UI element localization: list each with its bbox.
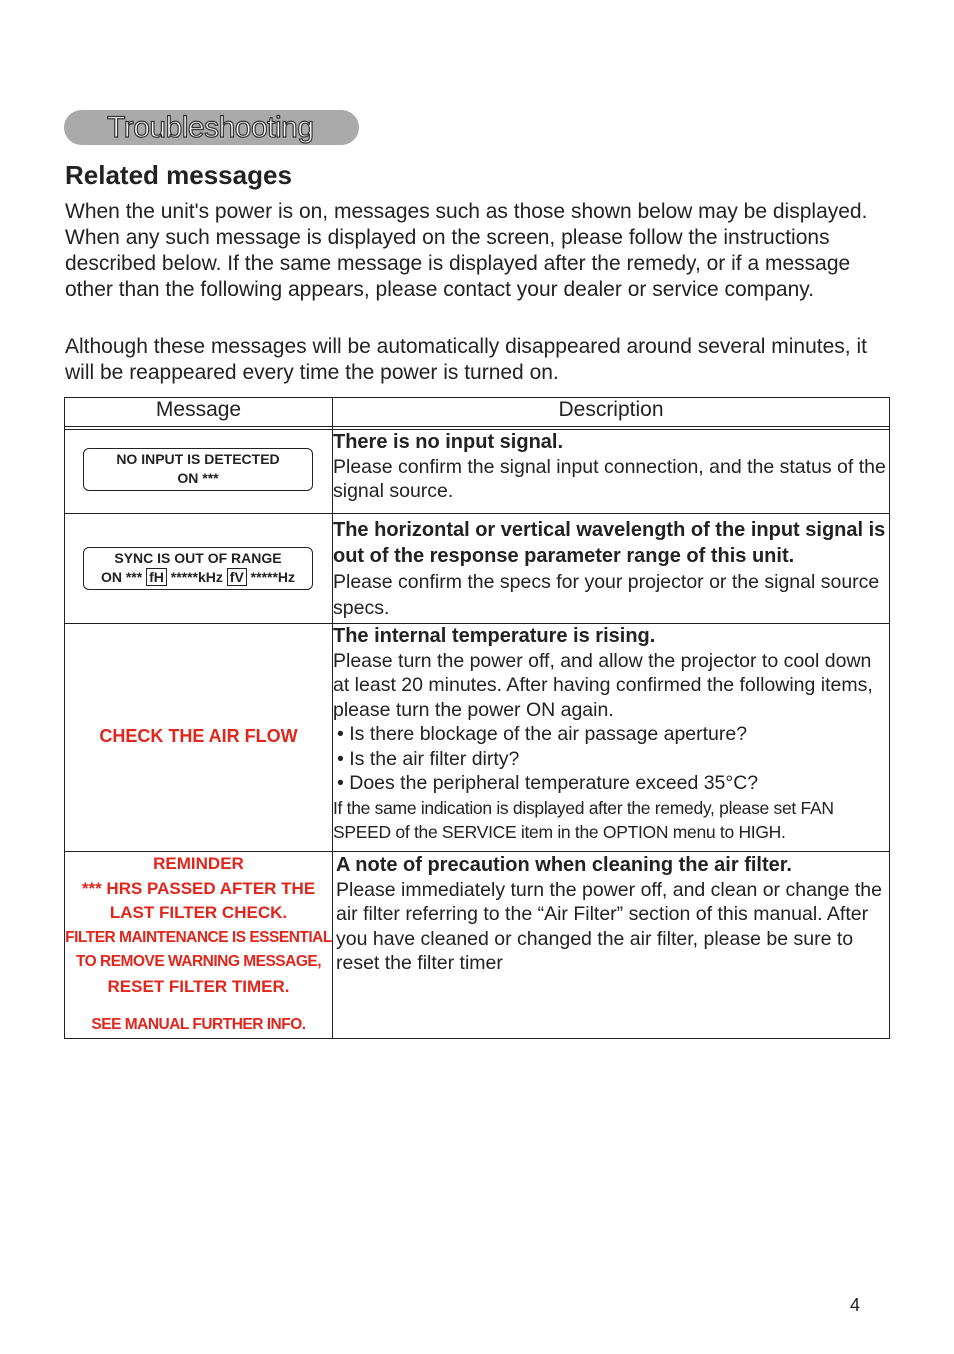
table-row xyxy=(65,430,890,514)
description-body: Please turn the power off, and allow the projector to cool down at least 20 minutes. After having confirmed the following items, please turn the power ON again. xyxy=(333,649,873,721)
list-item: • Is there blockage of the air passage aperture? xyxy=(337,723,748,745)
description-cell xyxy=(333,514,890,624)
message-cell xyxy=(65,514,333,624)
description-cell xyxy=(333,430,890,514)
description-note: If the same indication is displayed after the remedy, please set FAN SPEED of the SERVICE item in the OPTION menu to HIGH. xyxy=(333,797,834,842)
intro-paragraph: When the unit's power is on, messages such as those shown below may be displayed. When any such message is displayed on the screen, please follow the instructions described below. If the same message is displayed after the remedy, or if a message other than the following appears, please contact your dealer or service company. xyxy=(65,200,868,301)
table-row xyxy=(65,514,890,624)
description-title: The horizontal or vertical wavelength of the input signal is out of the response parameter range of this unit. xyxy=(333,519,886,567)
fv-symbol: fV xyxy=(227,568,247,586)
table-header-row xyxy=(65,398,890,427)
description-title: A note of precaution when cleaning the air filter. xyxy=(336,854,792,876)
message-cell xyxy=(65,624,333,852)
message-cell-reminder: REMINDER *** HRS PASSED AFTER THE LAST FILTER CHECK. FILTER MAINTENANCE IS ESSENTIAL TO REMOVE WARNING MESSAGE, RESET FILTER TIMER. SEE MANUAL FURTHER INFO. xyxy=(65,852,333,1039)
description-body: Please confirm the specs for your projector or the signal source specs. xyxy=(333,571,880,619)
table-row xyxy=(65,624,890,852)
header-description: Description xyxy=(333,398,890,427)
description-body: Please confirm the signal input connection, and the status of the signal source. xyxy=(333,455,886,502)
description-cell xyxy=(333,852,890,1039)
description-title: The internal temperature is rising. xyxy=(333,625,656,647)
page-number: 4 xyxy=(850,1295,861,1315)
table-row xyxy=(65,852,890,1039)
header-message: Message xyxy=(65,398,333,427)
osd-message-box: SYNC IS OUT OF RANGE ON *** fH *****kHz fV *****Hz xyxy=(83,547,313,590)
osd-message-air-flow: CHECK THE AIR FLOW xyxy=(99,726,298,746)
description-title: There is no input signal. xyxy=(333,431,564,453)
description-cell xyxy=(333,624,890,852)
list-item: • Is the air filter dirty? xyxy=(337,747,520,770)
osd-message-box: NO INPUT IS DETECTED ON *** xyxy=(83,448,313,491)
description-body: Please immediately turn the power off, and clean or change the air filter referring to the “Air Filter” section of this manual. After you have cleaned or changed the air filter, please be sure to reset the filter timer xyxy=(336,878,882,974)
messages-table xyxy=(64,397,890,1039)
message-cell xyxy=(65,430,333,514)
section-title: Troubleshooting xyxy=(107,111,314,144)
section-title-pill xyxy=(64,110,359,145)
list-item: • Does the peripheral temperature exceed 35°C? xyxy=(337,772,759,794)
fh-symbol: fH xyxy=(146,568,167,586)
page-heading: Related messages xyxy=(65,160,292,190)
note-paragraph: Although these messages will be automatically disappeared around several minutes, it will be reappeared every time the power is turned on. xyxy=(65,335,867,384)
